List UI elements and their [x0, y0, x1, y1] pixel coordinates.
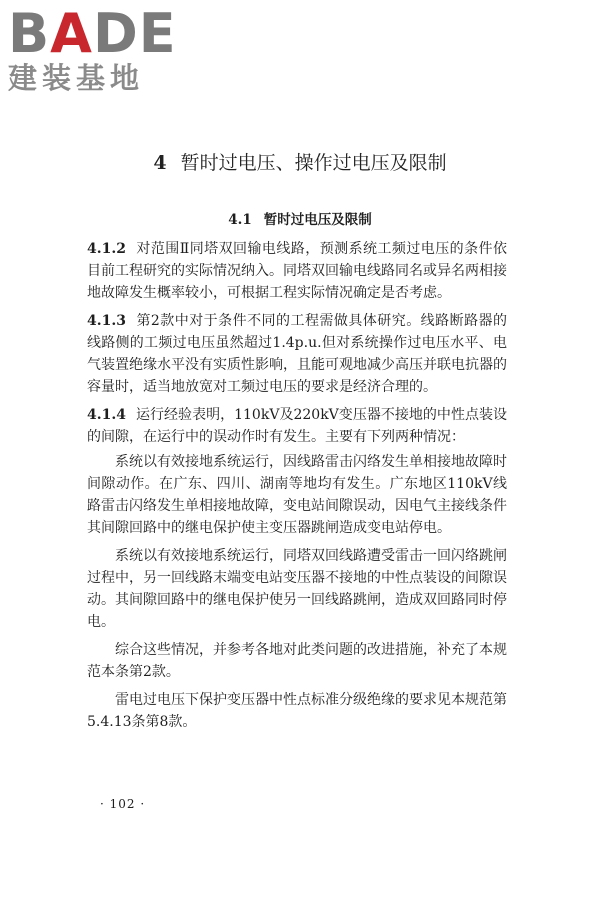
page-number: · 102 ·	[100, 797, 146, 811]
paragraph-case-1: 系统以有效接地系统运行，因线路雷击闪络发生单相接地故障时间隙动作。在广东、四川、湖南等地均有发生。广东地区110kV线路雷击闪络发生单相接地故障，变电站间隙误动，因电气主接线条件其间隙回路中的继电保护使主变压器跳闸造成变电站停电。	[87, 454, 507, 536]
paragraph-case-2: 系统以有效接地系统运行，同塔双回线路遭受雷击一回闪络跳闸过程中，另一回线路末端变电站变压器不接地的中性点装设的间隙误动。其间隙回路中的继电保护使另一回线路跳闸，造成双回路同时停电。	[87, 548, 507, 630]
clause-text: 运行经验表明，110kV及220kV变压器不接地的中性点装设的间隙，在运行中的误动作时有发生。主要有下列两种情况：	[87, 407, 507, 445]
body-text	[87, 238, 507, 733]
clause-number: 4.1.2	[87, 241, 126, 257]
clause-4-1-2	[87, 238, 507, 304]
clause-number: 4.1.4	[87, 407, 126, 423]
paragraph-reference: 雷电过电压下保护变压器中性点标准分级绝缘的要求见本规范第5.4.13条第8款。	[87, 692, 507, 730]
paragraph-summary: 综合这些情况，并参考各地对此类问题的改进措施，补充了本规范本条第2款。	[87, 642, 507, 680]
chapter-number: 4	[153, 152, 167, 174]
clause-text: 第2款中对于条件不同的工程需做具体研究。线路断路器的线路侧的工频过电压虽然超过1.4p.u.但对系统操作过电压水平、电气装置绝缘水平没有实质性影响，且能可观地减少高压并联电抗器的容量时，适当地放宽对工频过电压的要求是经济合理的。	[87, 313, 507, 395]
section-number: 4.1	[228, 212, 252, 228]
logo-letter-a-accent: A	[50, 2, 93, 65]
section-heading	[0, 208, 600, 228]
logo-letters-de: DE	[92, 2, 177, 65]
logo-letter-b: B	[8, 2, 51, 65]
section-title: 暂时过电压及限制	[263, 212, 372, 228]
clause-text: 对范围Ⅱ同塔双回输电线路，预测系统工频过电压的条件依目前工程研究的实际情况纳入。同塔双回输电线路同名或异名两相接地故障发生概率较小，可根据工程实际情况确定是否考虑。	[87, 241, 507, 301]
clause-4-1-4	[87, 404, 507, 448]
site-logo	[8, 4, 178, 99]
chapter-title: 暂时过电压、操作过电压及限制	[180, 152, 447, 174]
logo-chinese-text: 建装基地	[8, 61, 145, 95]
clause-number: 4.1.3	[87, 313, 126, 329]
chapter-heading	[0, 148, 600, 175]
clause-4-1-3	[87, 310, 507, 398]
logo-wordmark	[8, 2, 178, 65]
